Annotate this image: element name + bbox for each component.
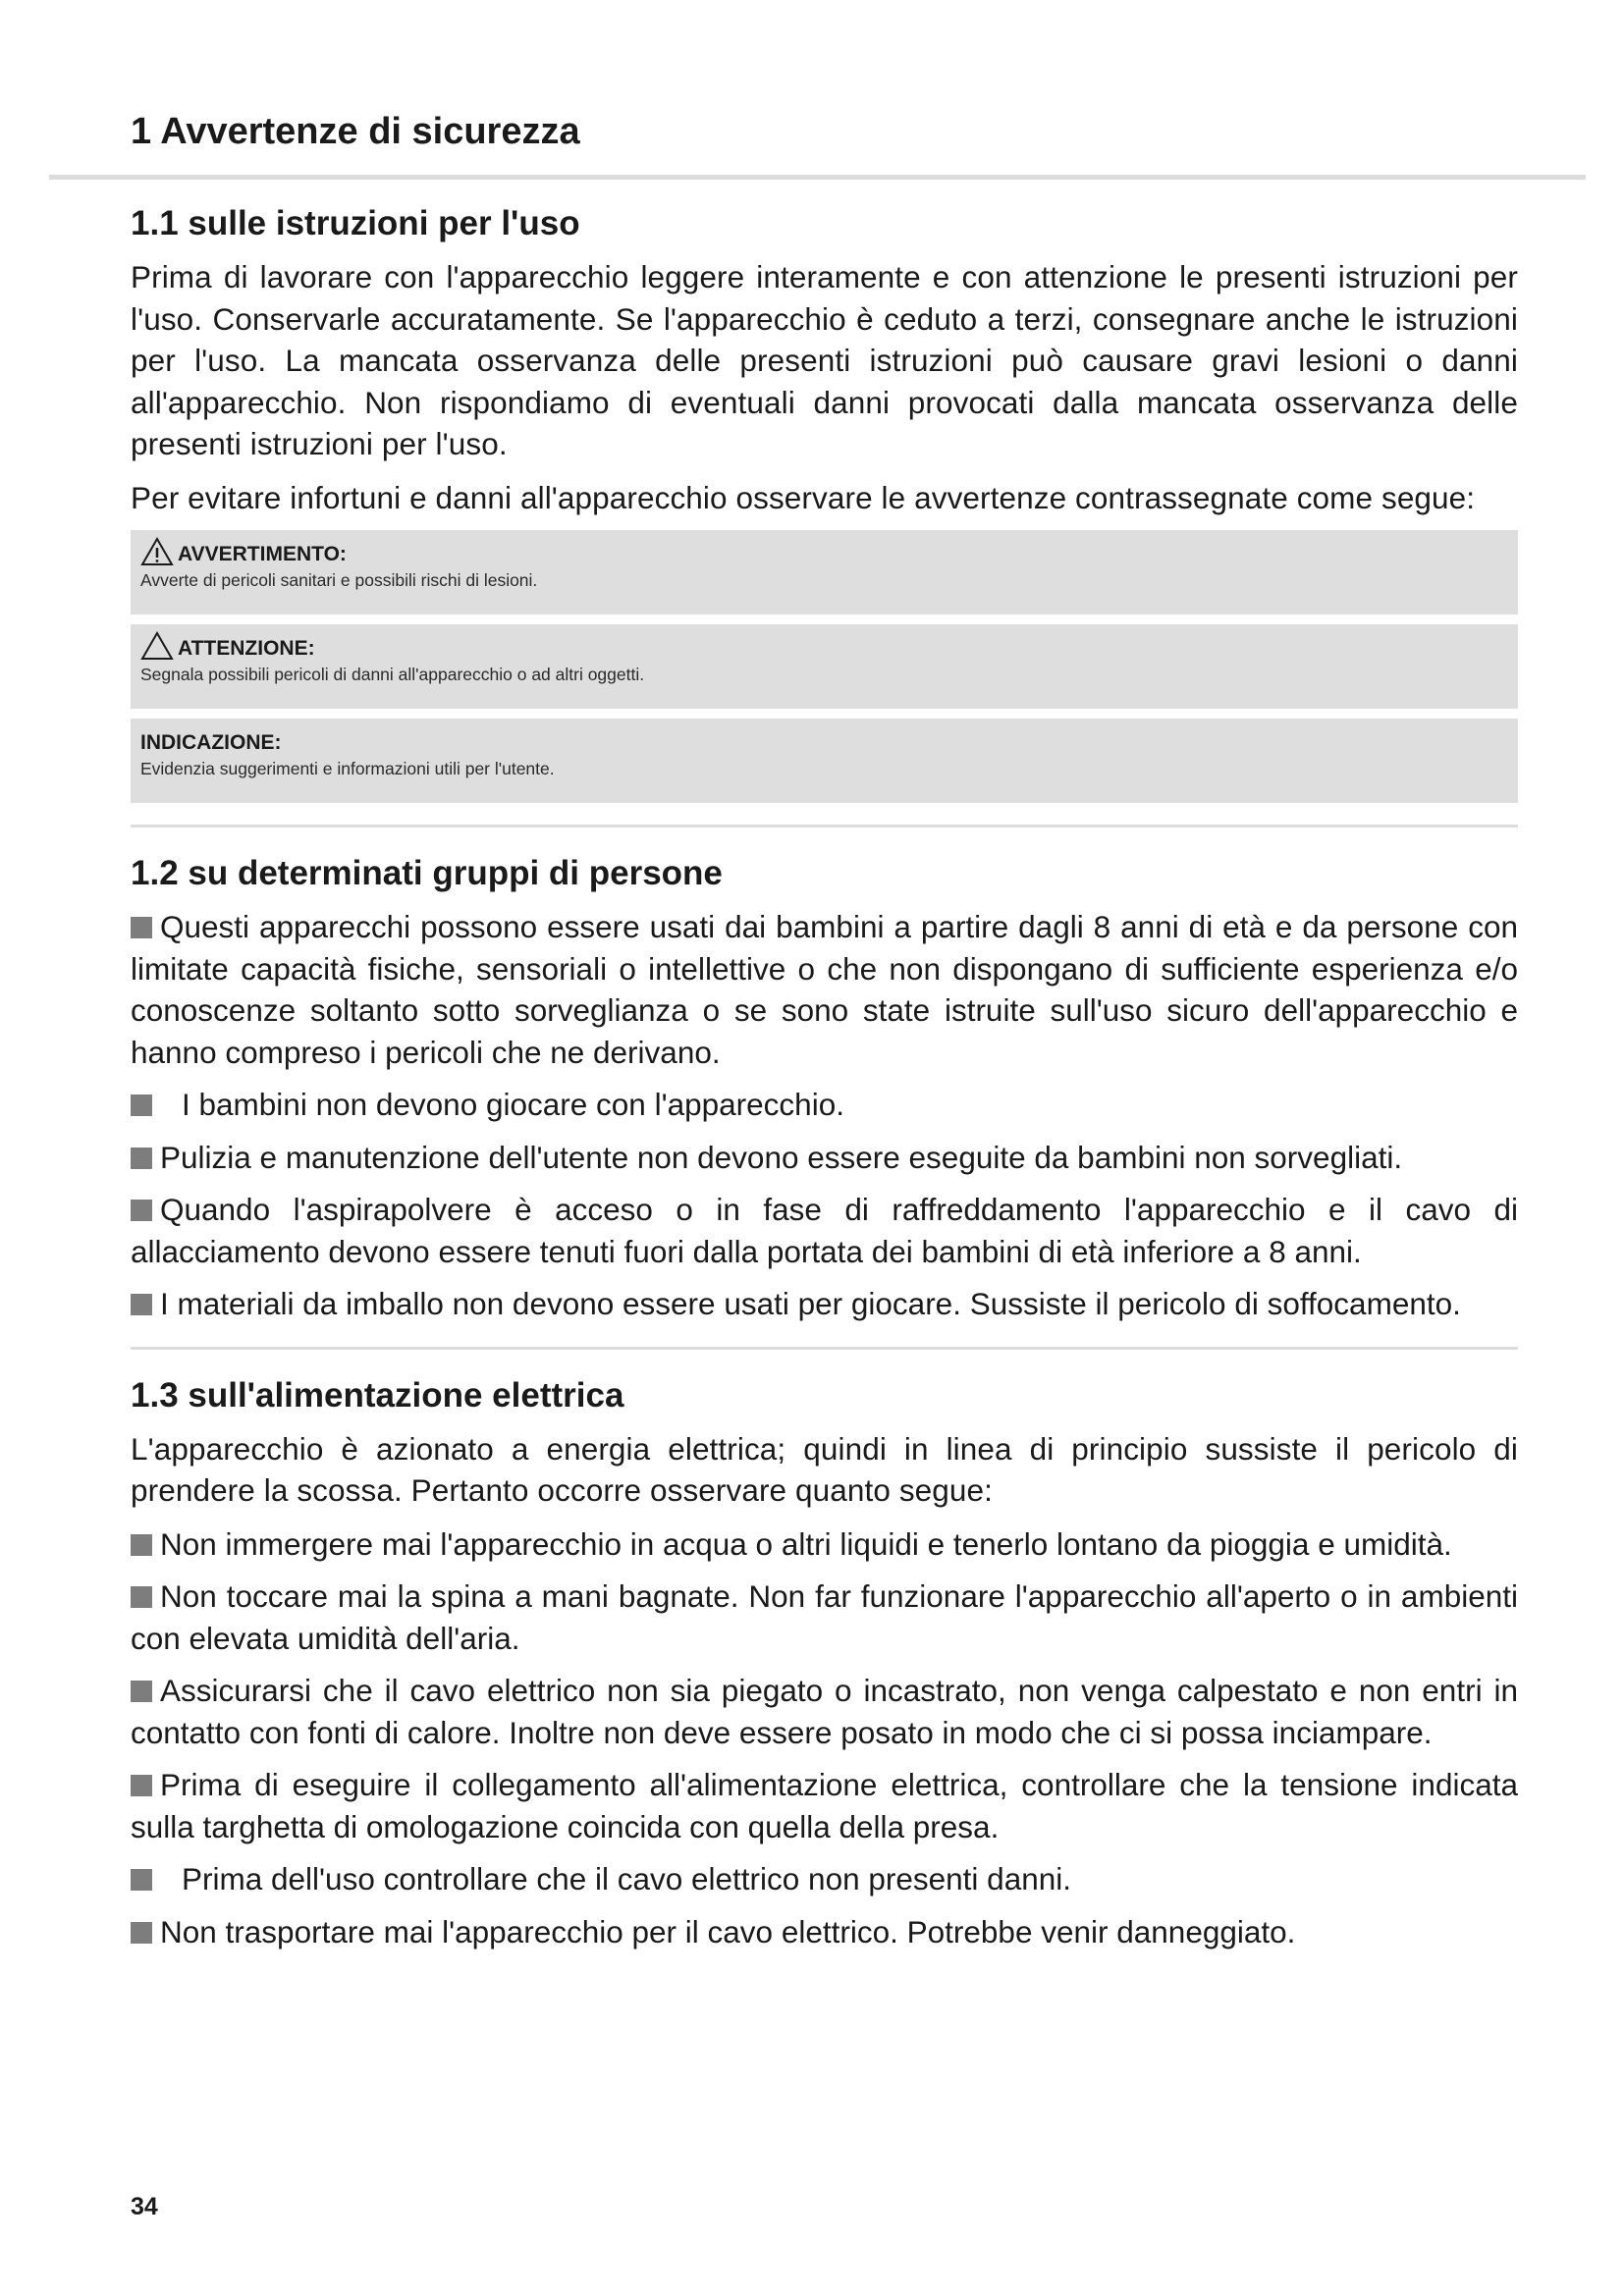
bullet-item: Prima dell'uso controllare che il cavo elettrico non presenti danni. <box>131 1858 1518 1900</box>
section-heading: 1.3 sull'alimentazione elettrica <box>131 1375 624 1415</box>
paragraph: Per evitare infortuni e danni all'apparecchio osservare le avvertenze contrassegnate come segue: <box>131 479 1476 515</box>
bullet-item: Non toccare mai la spina a mani bagnate. Non far funzionare l'apparecchio all'aperto o in ambienti con elevata umidità dell'aria. <box>131 1578 1518 1656</box>
notice-text: Evidenzia suggerimenti e informazioni utili per l'utente. <box>140 759 555 778</box>
bullet-square-icon <box>131 1200 152 1221</box>
section-divider <box>131 825 1518 828</box>
notice-text: Avverte di pericoli sanitari e possibili rischi di lesioni. <box>140 570 538 590</box>
page-number: 34 <box>131 2193 158 2220</box>
bullet-square-icon <box>131 1294 152 1315</box>
notice-title: AVVERTIMENTO: <box>178 543 347 565</box>
notice-info <box>131 719 1518 803</box>
page-content <box>131 203 1518 1963</box>
bullet-square-icon <box>131 1095 152 1116</box>
section-electrical <box>131 1375 1518 1953</box>
title-divider <box>49 175 1586 180</box>
page-title: 1 Avvertenze di sicurezza <box>131 111 580 152</box>
bullet-square-icon <box>131 1775 152 1796</box>
notice-title: INDICAZIONE: <box>140 731 282 754</box>
section-groups <box>131 853 1518 1325</box>
section-heading: 1.2 su determinati gruppi di persone <box>131 854 723 892</box>
bullet-item: Non trasportare mai l'apparecchio per il cavo elettrico. Potrebbe venir danneggiato. <box>131 1911 1518 1953</box>
warning-triangle-icon <box>140 631 174 661</box>
paragraph: L'apparecchio è azionato a energia elettrica; quindi in linea di principio sussiste il pericolo di prendere la scossa. Pertanto occorre osservare quanto segue: <box>131 1430 1518 1508</box>
bullet-square-icon <box>131 1922 152 1944</box>
paragraph: Prima di lavorare con l'apparecchio leggere interamente e con attenzione le presenti istruzioni per l'uso. Conservarle accuratamente. Se l'apparecchio è ceduto a terzi, consegnare anche le istruzioni per l'uso. La mancata osservanza delle presenti istruzioni può causare gravi lesioni o danni all'apparecchio. Non rispondiamo di eventuali danni provocati dalla mancata osservanza delle presenti istruzioni per l'uso. <box>131 259 1518 461</box>
bullet-item: Quando l'aspirapolvere è acceso o in fase di raffreddamento l'apparecchio e il cavo di allacciamento devono essere tenuti fuori dalla portata dei bambini di età inferiore a 8 anni. <box>131 1192 1518 1269</box>
bullet-item: Prima di eseguire il collegamento all'alimentazione elettrica, controllare che la tensione indicata sulla targhetta di omologazione coincida con quella della presa. <box>131 1767 1518 1844</box>
bullet-item: Pulizia e manutenzione dell'utente non devono essere eseguite da bambini non sorvegliati. <box>131 1137 1518 1179</box>
bullet-item: I materiali da imballo non devono essere usati per giocare. Sussiste il pericolo di soffocamento. <box>131 1283 1518 1325</box>
bullet-square-icon <box>131 1148 152 1169</box>
bullet-square-icon <box>131 1534 152 1556</box>
bullet-item: Questi apparecchi possono essere usati dai bambini a partire dagli 8 anni di età e da persone con limitate capacità fisiche, sensoriali o intellettive o che non dispongano di sufficiente esperienza e/o conoscenze soltanto sotto sorveglianza o se sono state istruite sull'uso sicuro dell'apparecchio e hanno compreso i pericoli che ne derivano. <box>131 909 1518 1070</box>
bullet-square-icon <box>131 1586 152 1608</box>
bullet-square-icon <box>131 1681 152 1702</box>
section-divider <box>131 1347 1518 1350</box>
notice-list <box>131 530 1518 803</box>
section-instructions <box>131 203 1518 803</box>
notice-warning <box>131 530 1518 614</box>
notice-caution <box>131 624 1518 709</box>
warning-exclamation-icon <box>140 537 174 566</box>
bullet-square-icon <box>131 917 152 938</box>
bullet-item: I bambini non devono giocare con l'apparecchio. <box>131 1084 1518 1126</box>
bullet-item: Assicurarsi che il cavo elettrico non sia piegato o incastrato, non venga calpestato e non entri in contatto con fonti di calore. Inoltre non deve essere posato in modo che ci si possa inciampare. <box>131 1673 1518 1750</box>
notice-title: ATTENZIONE: <box>178 637 315 660</box>
notice-text: Segnala possibili pericoli di danni all'apparecchio o ad altri oggetti. <box>140 665 645 684</box>
bullet-item: Non immergere mai l'apparecchio in acqua o altri liquidi e tenerlo lontano da pioggia e umidità. <box>131 1523 1518 1566</box>
bullet-square-icon <box>131 1869 152 1891</box>
section-heading: 1.1 sulle istruzioni per l'uso <box>131 204 580 242</box>
